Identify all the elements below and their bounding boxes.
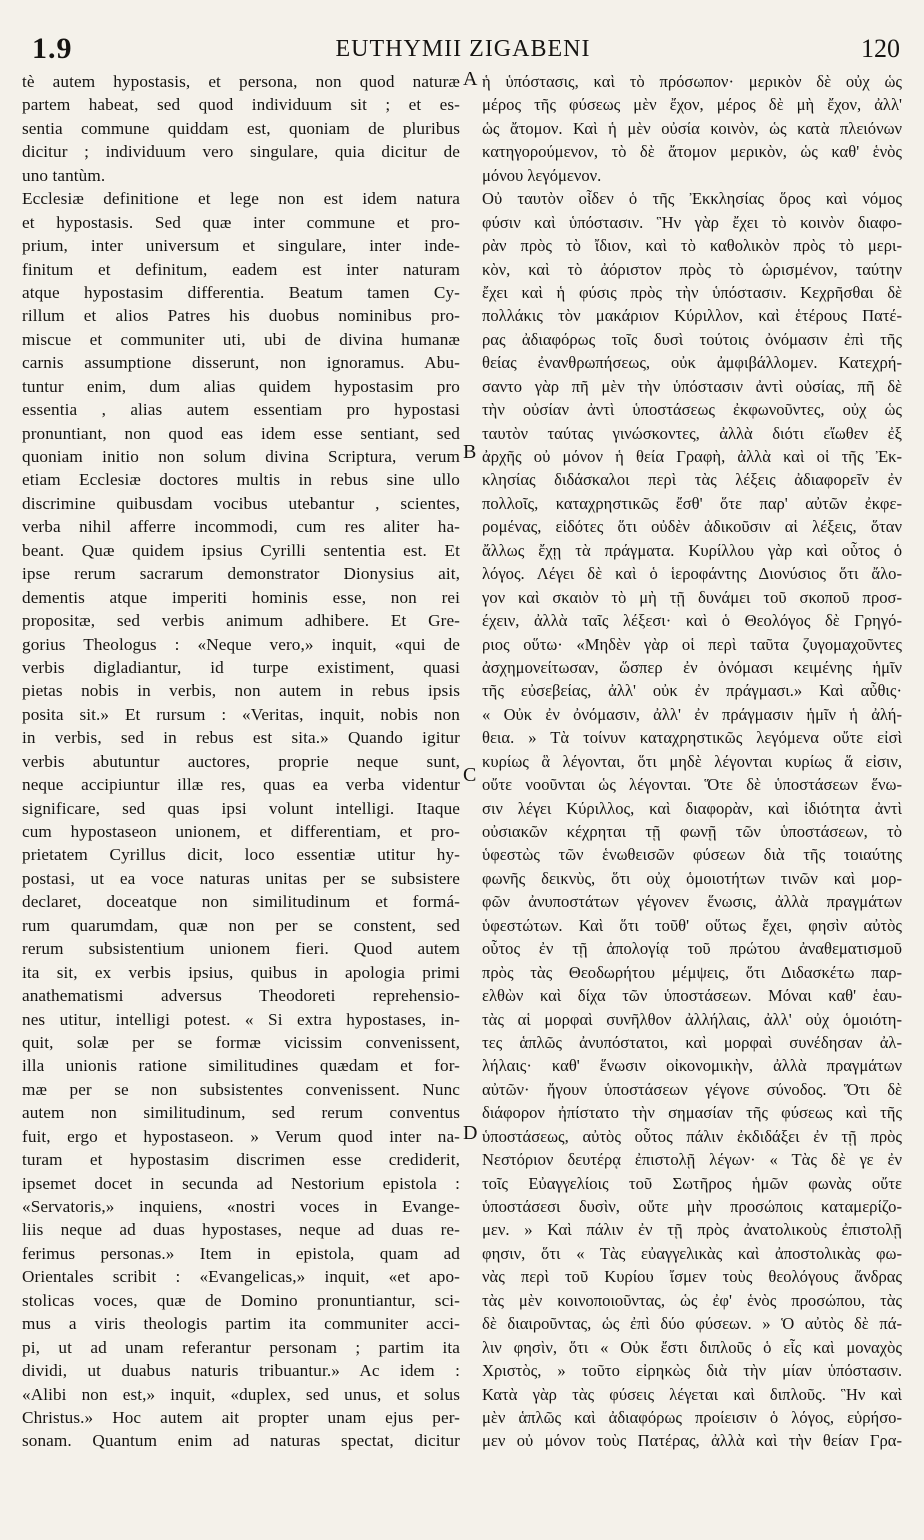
page-number-right: 120 <box>861 34 900 63</box>
text-line: ferimus personas.» Item in epistola, quam ad <box>22 1243 460 1263</box>
text-line: λιν φησὶν, ὅτι « Οὐκ ἔστι διπλοῦς ὁ εἷς καὶ μοναχὸς <box>482 1337 902 1357</box>
text-line: «Servatoris,» inquiens, «nostri voces in Evange- <box>22 1197 460 1216</box>
text-line: quoniam initio non solum divina Scriptura, verum <box>22 447 460 466</box>
text-line: δὲ διαιροῦντας, ὡς ἐπὶ δύο φύσεων. » Ὁ αὐτὸς δὲ πά- <box>482 1314 902 1334</box>
text-line: rerum subsistentium unionem fieri. Quod autem <box>22 939 460 959</box>
text-line: κυρίως ἃ λέγονται, ὅτι μηδὲ λέγονται κυρίως ἅ εἰσιν, <box>482 751 902 771</box>
text-line: pi, ut ad unam referantur personam ; partim ita <box>22 1337 460 1357</box>
text-line: φωνῆς δεικνὺς, ὅτι οὐχ ὁμοιοτήτων τινῶν καὶ μορ- <box>482 868 902 888</box>
text-line: Christus.» Hoc autem ait propter unam ejus per- <box>22 1407 460 1427</box>
text-line: κλησίας διδάσκαλοι περὶ τὰς λέξεις ἀδιαφορεῖν ἐν <box>482 470 902 490</box>
text-line: ρὰν πρὸς τὸ ἴδιον, καὶ τὸ καθολικὸν πρὸς τὸ μερι- <box>482 236 902 256</box>
text-line: ita sit, ex verbis ipsius, quibus in apologia primi <box>22 962 460 982</box>
text-line: λόγος. Λέγει δὲ καὶ ὁ ἱεροφάντης Διονύσιος ὅτι ἄλο- <box>482 564 902 584</box>
text-line: τοῖς Εὐαγγελίοις τοῦ Σωτῆρος ἡμῶν φωνὰς οὔτε <box>482 1173 902 1193</box>
text-line: τὰς αἱ μορφαὶ συνῆλθον ἀλλήλαις, ἀλλ' οὐχ ὁμοιότη- <box>482 1009 902 1029</box>
text-line: σιν λέγει Κύριλλος, καὶ διαφορὰν, καὶ ἰδιότητα ἀντὶ <box>482 798 902 818</box>
text-line: sentia commune quiddam est, quoniam de pluribus <box>22 118 460 138</box>
text-line: οὗτος ἐν τῇ ἀπολογίᾳ τοῦ πρώτου ἀναθεματισμοῦ <box>482 939 902 959</box>
text-line: φησιν, ὅτι « Τὰς εὐαγγελικὰς καὶ ἀποστολικὰς φω- <box>482 1243 902 1263</box>
text-line: mus a viris theologis partim ita communiter acci- <box>22 1314 460 1334</box>
text-line: mæ per se non subsistentes convenissent. Nunc <box>22 1079 460 1099</box>
text-line: stolicas voces, quæ de Domino pronuntiantur, sci- <box>22 1290 460 1310</box>
text-line: tuntur enim, dum alias quidem hypostasim pro <box>22 376 460 396</box>
text-line: τες ἁπλῶς ἀνυπόστατοι, καὶ μορφαὶ συνέδησαν ἀλ- <box>482 1032 902 1052</box>
text-line: ὑφεστώτων. Καὶ ὅτι τοῦθ' οὕτως ἔχει, φησὶν αὐτὸς <box>482 915 902 935</box>
text-line: pietas nobis in verbis, non autem in rebus ipsis <box>22 681 460 701</box>
text-line: «Alibi non est,» inquit, «duplex, sed unus, et solus <box>22 1384 460 1404</box>
text-line: carnis assumptione disserunt, non ignoramus. Abu- <box>22 353 460 373</box>
text-line: ρας ἀδιαφόρως τοῖς δυσὶ τούτοις ὀνόμασιν ἐπὶ τῆς <box>482 329 902 349</box>
text-line: ἀσχημονείτωσαν, ὥσπερ ἐν ὀνόμασι κειμένης ἡμῖν <box>482 657 902 677</box>
text-line: posita sit.» Et rursum : «Veritas, inquit, nobis non <box>22 704 460 724</box>
text-line: fuit, ergo et hypostaseon. » Verum quod inter na- <box>22 1126 460 1146</box>
text-line: μὲν ἁπλῶς καὶ ἀδιαφόρως προίεισιν ὁ λόγος, εὑρήσο- <box>482 1407 902 1427</box>
text-line: πολλάκις τὸν μακάριον Κύριλλον, καὶ ἑτέρους Πατέ- <box>482 306 902 326</box>
text-line: ὡς ἄτομον. Καὶ ἡ μὲν οὐσία κοινὸν, ὡς κατὰ πλειόνων <box>482 118 902 138</box>
text-line: finitum et definitum, eadem est inter naturam <box>22 259 460 279</box>
text-line: quit, solæ per se formæ vicissim convenissent, <box>22 1032 460 1052</box>
text-line: ἔχει καὶ ἡ φύσις πρὸς τὴν ὑπόστασιν. Κεχρῆσθαι δὲ <box>482 282 902 302</box>
text-line: illa unionis ratione similitudines quædam et for- <box>22 1056 460 1076</box>
text-line: Νεστόριον δευτέρᾳ ἐπιστολῇ λέγων· « Τὰς δὲ γε ἐν <box>482 1150 902 1170</box>
text-line: liis neque ad duas hypostases, neque ad duas re- <box>22 1220 460 1240</box>
text-line: uno tantùm. <box>22 165 106 185</box>
text-line: et hypostasis. Sed quæ inter commune et pro- <box>22 212 460 232</box>
text-line: θεια. » Τὰ τοίνυν καταχρηστικῶς λεγόμενα οὔτε εἰσὶ <box>482 728 902 748</box>
text-line: turam et hypostasim discrimen esse crediderit, <box>22 1150 460 1170</box>
text-line: in verbis, sed in rebus est sita.» Quando igitur <box>22 728 460 748</box>
text-line: dicitur ; individuum vero singulare, quia dicitur de <box>22 142 460 162</box>
text-line: ελθὼν καὶ δίχα τῶν ὑποστάσεων. Μόναι καθ' ἑαυ- <box>482 986 902 1006</box>
text-line: Orientales scribit : «Evangelicas,» inquit, «et apo- <box>22 1267 460 1287</box>
text-line: κὸν, καὶ τὸ ἀόριστον πρὸς τὸ ὡρισμένον, ταύτην <box>482 259 902 279</box>
margin-marker-b: B <box>463 441 477 463</box>
text-line: dementis atque imperiti hominis esse, non rei <box>22 587 460 607</box>
text-line: πολλοῖς, καταχρηστικῶς ἔσθ' ὅτε παρ' αὐτῶν ἐκφε- <box>482 493 902 513</box>
running-header <box>26 32 900 66</box>
text-line: pronuntiant, non quod eas idem esse sentiant, sed <box>22 423 460 443</box>
text-line: partem habeat, sed quod individuum sit ; et es- <box>22 95 460 115</box>
text-line: νὰς περὶ τοῦ Κυρίου ἴσμεν τοὺς θεολόγους ἄνδρας <box>482 1267 902 1287</box>
text-line: dividi, ut duabus naturis tribuantur.» Ac idem : <box>22 1361 460 1381</box>
text-line: ἀρχῆς οὐ μόνον ἡ θεία Γραφὴ, ἀλλὰ καὶ οἱ τῆς Ἐκ- <box>482 447 902 466</box>
text-line: significare, sed quas ipsi volunt intelligi. Itaque <box>22 798 460 818</box>
margin-marker-a: A <box>463 68 478 90</box>
text-line: gorius Theologus : «Neque vero,» inquit, «qui de <box>22 634 460 654</box>
text-line: ἡ ὑπόστασις, καὶ τὸ πρόσωπον· μερικὸν δὲ οὐχ ὡς <box>482 72 902 91</box>
text-line: ipse rerum sacrarum demonstrator Dionysius ait, <box>22 564 460 584</box>
text-line: μέρος τῆς φύσεως μὲν ἔχον, μέρος δὲ μὴ ἔχον, ἀλλ' <box>482 95 902 115</box>
text-line: Ecclesiæ definitione et lege non est idem natura <box>22 189 460 209</box>
text-line: beant. Quæ quidem ipsius Cyrilli sententia est. Et <box>22 540 460 560</box>
text-line: sonam. Quantum enim ad naturas spectat, dicitur <box>22 1431 460 1451</box>
text-line: θείας ἐνανθρωπήσεως, οὐκ ἀμφιβάλλομεν. Κατεχρή- <box>482 353 902 373</box>
text-line: autem non similitudinum, sed rerum conventus <box>22 1103 460 1123</box>
text-line: σαντο γὰρ πῆ μὲν τὴν ὑπόστασιν ἀντὶ οὐσίας, πῆ δὲ <box>482 376 902 396</box>
text-line: λήλαις· καθ' ἕνωσιν οἰκονομικὴν, ἀλλὰ πραγμάτων <box>482 1056 902 1076</box>
text-line: « Οὐκ ἐν ὀνόμασιν, ἀλλ' ἐν πράγμασιν ἡμῖν ἡ ἀλή- <box>482 704 902 724</box>
text-line: μεν. » Καὶ πάλιν ἐν τῇ πρὸς ἀνατολικοὺς ἐπιστολῇ <box>482 1220 902 1240</box>
margin-marker-d: D <box>463 1122 478 1144</box>
text-line: πρὸς τὰς Θεοδωρήτου μέμψεις, ὅτι Διδασκέτω παρ- <box>482 962 902 982</box>
text-line: τὴν οὐσίαν ἀντὶ ὑποστάσεως ἐκφωνοῦντες, οὐχ ὡς <box>482 400 902 420</box>
running-title: EUTHYMII ZIGABENI <box>335 36 591 62</box>
text-line: verbis digladiantur, id turpe existiment, quasi <box>22 657 460 677</box>
text-line: Κατὰ γὰρ τὰς φύσεις λέγεται καὶ διπλοῦς. Ἣν καὶ <box>482 1384 902 1404</box>
text-line: ρομένας, εἰδότες ὅτι οὐδὲν ἀδικοῦσιν αἱ λέξεις, ὅταν <box>482 517 902 537</box>
text-line: έχειν, ἀλλὰ ταῖς λέξεσι· καὶ ὁ Θεολόγος δὲ Γρηγό- <box>482 611 902 631</box>
text-line: μεν οὐ μόνον τοὺς Πατέρας, ἀλλὰ καὶ τὴν θείαν Γρα- <box>482 1431 902 1451</box>
text-line: prium, inter universum et singulare, inter inde- <box>22 236 460 256</box>
text-line: φύσιν καὶ ὑπόστασιν. Ἣν γὰρ ἔχει τὸ κοινὸν διαφο- <box>482 212 902 232</box>
text-line: κατηγορούμενον, τὸ δὲ ἄτομον μερικὸν, ὡς καθ' ἑνὸς <box>482 142 902 162</box>
text-line: propositæ, sed verbis animum adhibere. Et Gre- <box>22 611 460 631</box>
text-line: discrimine quibusdam vocibus utebantur , scientes, <box>22 493 460 513</box>
text-line: ταυτὸν ταύτας γινώσκοντες, ἀλλὰ διότι εἴωθεν ἐξ <box>482 423 902 443</box>
text-line: ipsemet docet in secunda ad Nestorium epistola : <box>22 1173 460 1193</box>
text-line: miscue et communiter uti, ubi de divina humanæ <box>22 329 460 349</box>
text-line: verbis abutuntur auctores, proprie neque sunt, <box>22 751 460 771</box>
text-line: anathematismi adversus Theodoreti reprehensio- <box>22 986 460 1006</box>
text-line: Οὐ ταυτὸν οἶδεν ὁ τῆς Ἐκκλησίας ὅρος καὶ νόμος <box>482 189 902 209</box>
text-line: tè autem hypostasis, et persona, non quod naturæ <box>22 72 460 91</box>
text-line: rum quarumdam, quæ non per se constent, sed <box>22 915 460 935</box>
text-line: prietatem Cyrillus dicit, loco essentiæ utitur hy- <box>22 845 460 865</box>
text-line: ριος οὕτω· «Μηδὲν γὰρ οἱ περὶ ταῦτα ζυγομαχοῦντες <box>482 634 902 654</box>
text-line: ἄλλως ἔχῃ τὰ πράγματα. Κυρίλλου γὰρ καὶ οὗτος ὁ <box>482 540 902 560</box>
text-line: ὑφεστὼς τῶν ἑνωθεισῶν φύσεων διὰ τῆς τοιαύτης <box>482 845 902 865</box>
latin-column <box>22 70 460 1453</box>
text-line: αὐτῶν· ἤγουν ὑποστάσεων γέγονε σύνοδος. Ὅτι δὲ <box>482 1079 902 1099</box>
text-line: τὰς μὲν κοινοποιοῦντας, ὡς ἐφ' ἑνὸς προσώπου, τὰς <box>482 1290 902 1310</box>
text-line: μόνου λεγόμενον. <box>482 165 602 185</box>
text-line: nes utitur, intelligi potest. « Si extra hypostases, in- <box>22 1009 460 1029</box>
text-line: Χριστὸς, » τοῦτο εἰρηκὼς διὰ τὴν μίαν ὑπόστασιν. <box>482 1361 902 1381</box>
text-line: essentia , alias autem essentiam pro hypostasi <box>22 400 460 420</box>
text-line: verba nihil afferre incommodi, cum res aliter ha- <box>22 517 460 537</box>
margin-marker-c: C <box>463 764 477 786</box>
text-line: etiam Ecclesiæ doctores multis in rebus sine ullo <box>22 470 460 490</box>
text-line: atque hypostasim differentia. Beatum tamen Cy- <box>22 282 460 302</box>
text-line: φῶν ἀνυποστάτων γέγονεν ἕνωσις, ἀλλὰ πραγμάτων <box>482 892 902 912</box>
text-line: declaret, doceatque non similitudinum et formá- <box>22 892 460 912</box>
text-line: τῆς εὐσεβείας, ἀλλ' οὐκ ἐν πράγμασι.» Καὶ αὖθις· <box>482 681 902 701</box>
text-line: cum hypostaseon unionem, et differentiam, et pro- <box>22 822 460 841</box>
text-line: neque accipiuntur illæ res, quas ea verba videntur <box>22 775 460 795</box>
text-line: οὐσιακῶν κέχρηται τῇ φωνῇ τῶν ὑποστάσεων, τὸ <box>482 822 902 841</box>
text-line: διάφορον ἠπίστατο τὴν σημασίαν τῆς φύσεως καὶ τῆς <box>482 1103 902 1123</box>
text-line: postasi, ut ea voce naturas unitas per se subsistere <box>22 868 460 888</box>
page-number-left: 1.9 <box>32 32 73 65</box>
greek-column <box>482 70 902 1453</box>
text-line: ὑποστάσεως, αὐτὸς οὗτος πάλιν ἐκδιδάξει ἐν τῇ πρὸς <box>482 1126 902 1146</box>
text-line: ὑποστάσεσι δυσὶν, οὔτε μὴν προσώποις καταμερίζο- <box>482 1197 902 1216</box>
text-line: rillum et alios Patres his duobus nominibus pro- <box>22 306 460 326</box>
text-line: οὔτε νοοῦνται ὡς λέγονται. Ὅτε δὲ ὑποστάσεων ἕνω- <box>482 775 902 795</box>
text-line: γον καὶ σκαιὸν τὸ μὴ τῇ δυνάμει τοῦ σκοποῦ προσ- <box>482 587 902 607</box>
